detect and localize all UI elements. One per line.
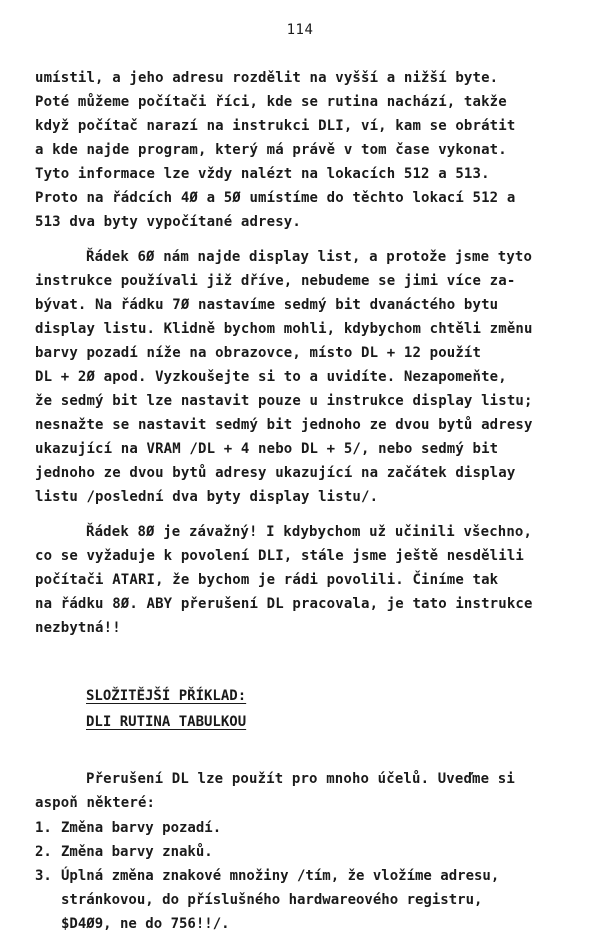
text-line: Řádek 6Ø nám najde display list, a protože jsme tyto — [86, 249, 533, 265]
text-line: umístil, a jeho adresu rozdělit na vyšší a nižší byte. — [35, 70, 499, 86]
text-line: bývat. Na řádku 7Ø nastavíme sedmý bit dvanáctého bytu — [35, 297, 499, 313]
text-line: Proto na řádcích 4Ø a 5Ø umístíme do těchto lokací 512 a — [35, 190, 516, 206]
text-line: na řádku 8Ø. ABY přerušení DL pracovala, je tato instrukce — [35, 596, 533, 612]
text-line: když počítač narazí na instrukci DLI, ví, kam se obrátit — [35, 118, 516, 134]
text-line: že sedmý bit lze nastavit pouze u instrukce display listu; — [35, 393, 533, 409]
heading-line-1: SLOŽITĚJŠÍ PŘÍKLAD: — [86, 688, 247, 704]
text-line: co se vyžaduje k povolení DLI, stále jsme ještě nesdělili — [35, 548, 524, 564]
text-line: aspoň některé: — [35, 795, 156, 811]
list-number: 3. — [35, 868, 52, 884]
text-line: display listu. Klidně bychom mohli, kdybychom chtěli změnu — [35, 321, 533, 337]
list-number: 1. — [35, 820, 52, 836]
text-line: 513 dva byty vypočítané adresy. — [35, 214, 301, 230]
text-line: listu /poslední dva byty display listu/. — [35, 489, 379, 505]
text-line: Tyto informace lze vždy nalézt na lokacích 512 a 513. — [35, 166, 490, 182]
text-line: a kde najde program, který má právě v tom čase vykonat. — [35, 142, 507, 158]
text-line: počítači ATARI, že bychom je rádi povolili. Činíme tak — [35, 572, 499, 588]
list-item — [35, 818, 221, 838]
list-text: Změna barvy pozadí. — [61, 820, 222, 836]
text-line: instrukce používali již dříve, nebudeme se jimi více za- — [35, 273, 516, 289]
text-line: DL + 2Ø apod. Vyzkoušejte si to a uvidíte. Nezapomeňte, — [35, 369, 507, 385]
list-item — [35, 842, 213, 862]
list-text-continued: stránkovou, do příslušného hardwareového registru, — [61, 892, 483, 908]
list-text: Změna barvy znaků. — [61, 844, 213, 860]
heading-line-2: DLI RUTINA TABULKOU — [86, 714, 247, 730]
list-item — [35, 866, 499, 886]
text-line: ukazující na VRAM /DL + 4 nebo DL + 5/, nebo sedmý bit — [35, 441, 499, 457]
text-line: jednoho ze dvou bytů adresy ukazující na začátek display — [35, 465, 516, 481]
text-line: Řádek 8Ø je závažný! I kdybychom už učinili všechno, — [86, 524, 533, 540]
text-line: barvy pozadí níže na obrazovce, místo DL + 12 použít — [35, 345, 482, 361]
text-line: Poté můžeme počítači říci, kde se rutina nachází, takže — [35, 94, 507, 110]
list-number: 2. — [35, 844, 52, 860]
text-line: Přerušení DL lze použít pro mnoho účelů. Uveďme si — [86, 771, 515, 787]
page-number: 114 — [286, 22, 314, 38]
list-text: Úplná změna znakové množiny /tím, že vložíme adresu, — [61, 868, 500, 884]
text-line: nesnažte se nastavit sedmý bit jednoho ze dvou bytů adresy — [35, 417, 533, 433]
list-text-continued: $D4Ø9, ne do 756!!/. — [61, 916, 230, 932]
text-line: nezbytná!! — [35, 620, 121, 636]
